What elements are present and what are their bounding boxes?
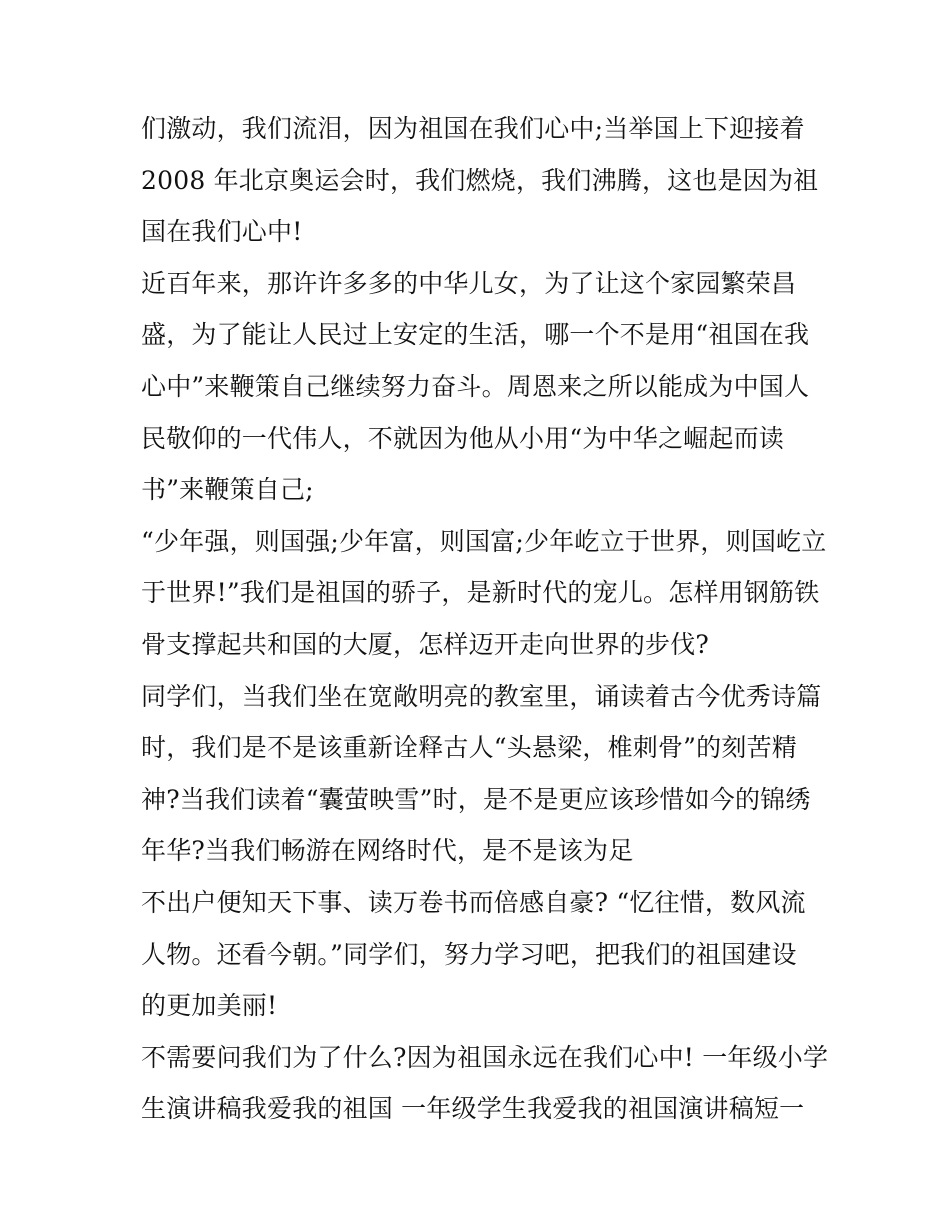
text-line-12: 同学们，当我们坐在宽敞明亮的教室里，诵读着古今优秀诗篇 [141, 681, 822, 711]
text-line-11: 骨支撑起共和国的大厦，怎样迈开走向世界的步伐? [141, 629, 710, 659]
text-line-5: 盛，为了能让人民过上安定的生活，哪一个不是用“祖国在我 [141, 320, 810, 350]
text-line-10: 于世界!”我们是祖国的骄子，是新时代的宠儿。怎样用钢筋铁 [141, 578, 820, 608]
text-line-20: 生演讲稿我爱我的祖国 一年级学生我爱我的祖国演讲稿短一 [141, 1094, 805, 1124]
text-line-16: 不出户便知天下事、读万卷书而倍感自豪? “忆往惜，数风流 [141, 887, 806, 917]
text-line-17: 人物。还看今朝。”同学们，努力学习吧，把我们的祖国建设 [141, 939, 797, 969]
text-line-1: 们激动，我们流泪，因为祖国在我们心中;当举国上下迎接着 [141, 114, 805, 143]
text-line-13: 时，我们是不是该重新诠释古人“头悬梁，椎刺骨”的刻苦精 [141, 733, 797, 763]
text-line-18: 的更加美丽! [141, 991, 278, 1021]
text-line-19: 不需要问我们为了什么?因为祖国永远在我们心中! 一年级小学 [141, 1042, 829, 1072]
text-line-7: 民敬仰的一代伟人，不就因为他从小用“为中华之崛起而读 [141, 423, 784, 453]
text-line-3: 国在我们心中! [141, 217, 303, 247]
text-line-15: 年华?当我们畅游在网络时代，是不是该为足 [141, 836, 634, 866]
text-line-8: 书”来鞭策自己; [141, 475, 314, 505]
text-line-9: “少年强，则国强;少年富，则国富;少年屹立于世界，则国屹立 [141, 526, 827, 556]
text-line-4: 近百年来，那许许多多的中华儿女，为了让这个家园繁荣昌 [141, 268, 797, 298]
text-line-2: 2008 年北京奥运会时，我们燃烧，我们沸腾，这也是因为祖 [141, 165, 819, 195]
text-line-14: 神?当我们读着“囊萤映雪”时，是不是更应该珍惜如今的锦绣 [141, 784, 811, 814]
speech-text-body [141, 103, 829, 1135]
text-line-6: 心中”来鞭策自己继续努力奋斗。周恩来之所以能成为中国人 [141, 371, 810, 401]
